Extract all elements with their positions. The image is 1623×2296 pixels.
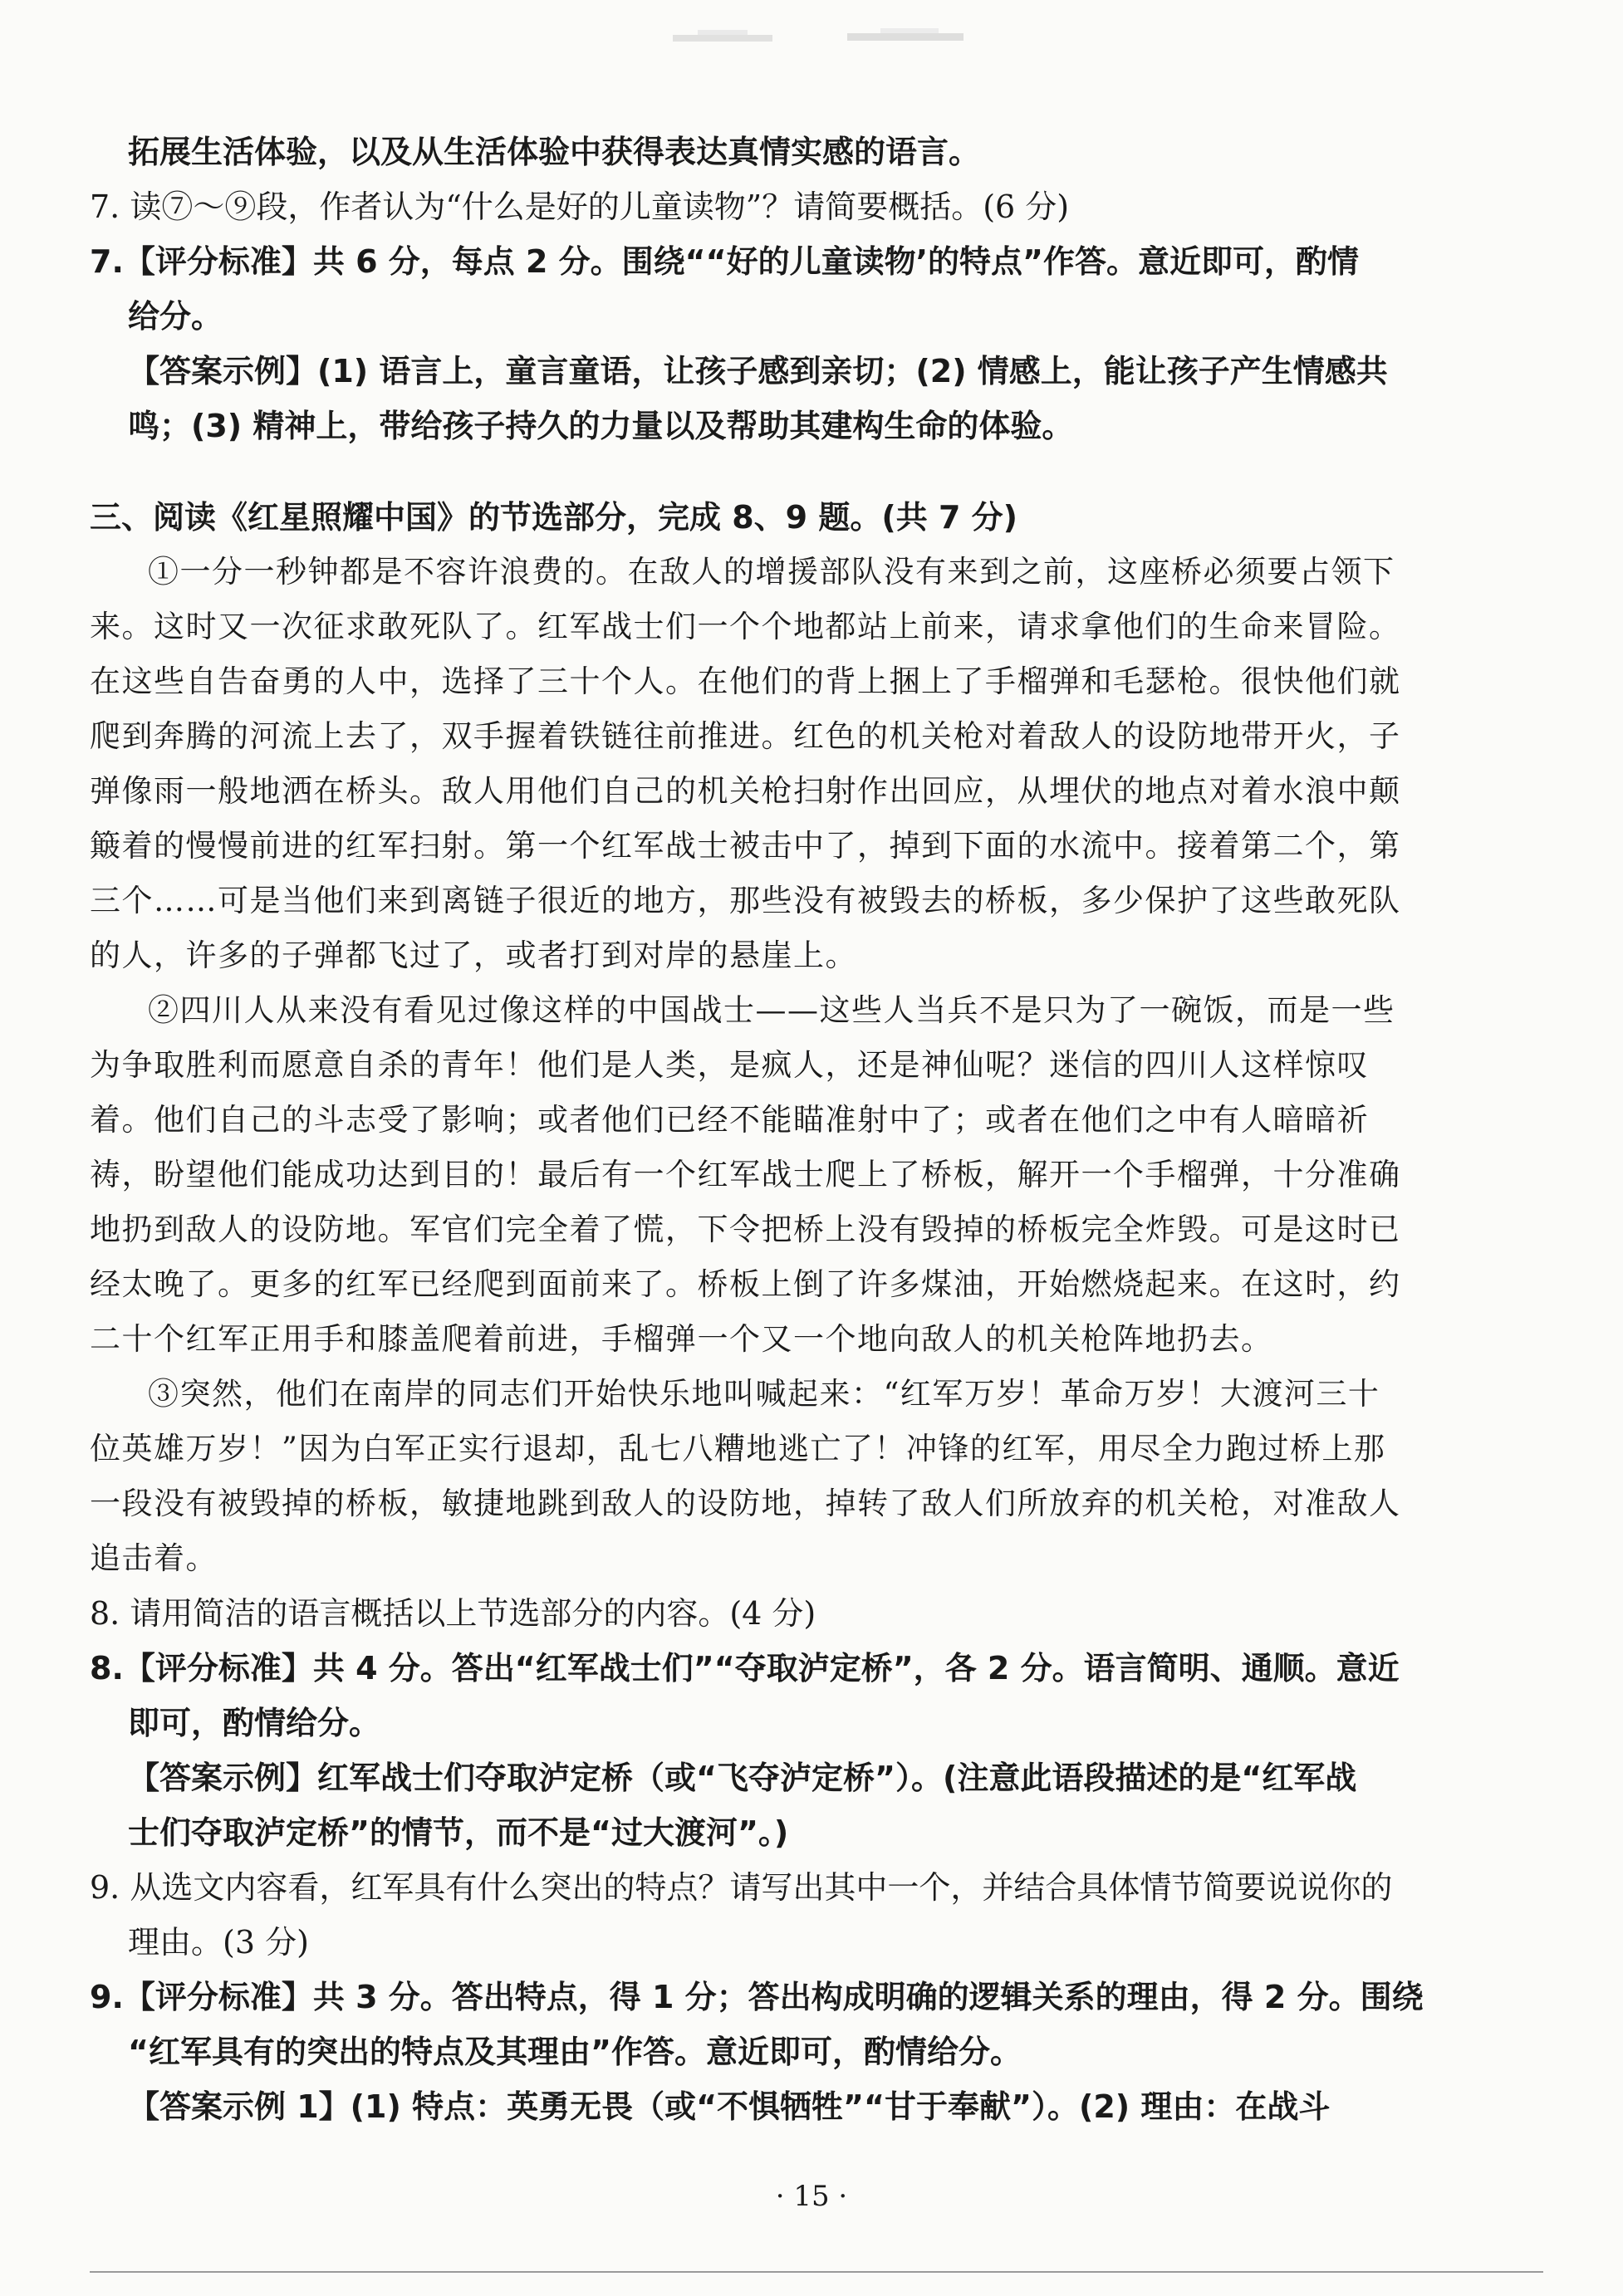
q8-answer-example-cont: 士们夺取泸定桥”的情节，而不是“过大渡河”。)	[128, 1814, 789, 1851]
passage-line: 祷，盼望他们能成功达到目的！最后有一个红军战士爬上了桥板，解开一个手榴弹，十分准确	[90, 1157, 1401, 1192]
passage-line: 一段没有被毁掉的桥板，敏捷地跳到敌人的设防地，掉转了敌人们所放弃的机关枪，对准敌人	[90, 1486, 1401, 1521]
document-page	[90, 125, 1485, 2134]
passage-line: 追击着。	[90, 1540, 218, 1576]
question-9: 9. 从选文内容看，红军具有什么突出的特点？请写出其中一个，并结合具体情节简要说说你的	[90, 1869, 1393, 1906]
passage-line: 在这些自告奋勇的人中，选择了三十个人。在他们的背上捆上了手榴弹和毛瑟枪。很快他们就	[90, 663, 1401, 699]
passage-line: 爬到奔腾的河流上去了，双手握着铁链往前推进。红色的机关枪对着敌人的设防地带开火，子	[90, 718, 1401, 754]
passage-line: 二十个红军正用手和膝盖爬着前进，手榴弹一个又一个地向敌人的机关枪阵地扔去。	[90, 1321, 1273, 1357]
q8-answer-example: 【答案示例】红军战士们夺取泸定桥（或“飞夺泸定桥”）。(注意此语段描述的是“红军战	[128, 1760, 1357, 1796]
passage-line: 地扔到敌人的设防地。军官们完全着了慌，下令把桥上没有毁掉的桥板完全炸毁。可是这时已	[90, 1212, 1401, 1247]
passage-line: ①一分一秒钟都是不容许浪费的。在敌人的增援部队没有来到之前，这座桥必须要占领下	[148, 554, 1395, 590]
q7-grading-standard-cont: 给分。	[128, 298, 223, 335]
q7-grading-standard: 7.【评分标准】共 6 分，每点 2 分。围绕““好的儿童读物’的特点”作答。意近即可，酌情	[90, 243, 1360, 280]
q7-answer-example-cont: 鸣；(3) 精神上，带给孩子持久的力量以及帮助其建构生命的体验。	[128, 408, 1074, 444]
passage-line: 经太晚了。更多的红军已经爬到面前来了。桥板上倒了许多煤油，开始燃烧起来。在这时，约	[90, 1266, 1401, 1302]
question-8: 8. 请用简洁的语言概括以上节选部分的内容。(4 分)	[90, 1595, 816, 1632]
intro-continuation: 拓展生活体验，以及从生活体验中获得表达真情实感的语言。	[128, 134, 981, 170]
passage-line: 位英雄万岁！”因为白军正实行退却，乱七八糟地逃亡了！冲锋的红军，用尽全力跑过桥上那	[90, 1431, 1386, 1466]
passage-line: 三个……可是当他们来到离链子很近的地方，那些没有被毁去的桥板，多少保护了这些敢死队	[90, 883, 1401, 918]
passage-line: 弹像雨一般地洒在桥头。敌人用他们自己的机关枪扫射作出回应，从埋伏的地点对着水浪中颠	[90, 773, 1401, 809]
question-7: 7. 读⑦～⑨段，作者认为“什么是好的儿童读物”？请简要概括。(6 分)	[90, 188, 1070, 225]
section-3-title: 三、阅读《红星照耀中国》的节选部分，完成 8、9 题。(共 7 分)	[90, 499, 1017, 536]
q8-grading-standard-cont: 即可，酌情给分。	[128, 1705, 381, 1741]
q7-answer-example: 【答案示例】(1) 语言上，童言童语，让孩子感到亲切；(2) 情感上，能让孩子产生情感共	[128, 353, 1388, 389]
passage-line: 簸着的慢慢前进的红军扫射。第一个红军战士被击中了，掉到下面的水流中。接着第二个，第	[90, 828, 1401, 864]
passage-line: 着。他们自己的斗志受了影响；或者他们已经不能瞄准射中了；或者在他们之中有人暗暗祈	[90, 1102, 1369, 1138]
q8-grading-standard: 8.【评分标准】共 4 分。答出“红军战士们”“夺取泸定桥”，各 2 分。语言简明、通顺。意近	[90, 1650, 1400, 1687]
passage-line: ②四川人从来没有看见过像这样的中国战士——这些人当兵不是只为了一碗饭，而是一些	[148, 992, 1395, 1028]
q9-grading-standard: 9.【评分标准】共 3 分。答出特点，得 1 分；答出构成明确的逻辑关系的理由，得 2 分。围绕	[90, 1979, 1424, 2015]
bottom-divider	[90, 2271, 1543, 2273]
passage-line: 为争取胜利而愿意自杀的青年！他们是人类，是疯人，还是神仙呢？迷信的四川人这样惊叹	[90, 1047, 1369, 1083]
q9-grading-standard-cont: “红军具有的突出的特点及其理由”作答。意近即可，酌情给分。	[128, 2034, 1022, 2070]
passage-line: 的人，许多的子弹都飞过了，或者打到对岸的悬崖上。	[90, 937, 857, 973]
page-number: · 15 ·	[775, 2180, 848, 2213]
scan-artifact-mark	[664, 22, 980, 56]
question-9-cont: 理由。(3 分)	[128, 1924, 309, 1961]
passage-line: 来。这时又一次征求敢死队了。红军战士们一个个地都站上前来，请求拿他们的生命来冒险。	[90, 609, 1401, 644]
passage-line: ③突然，他们在南岸的同志们开始快乐地叫喊起来：“红军万岁！革命万岁！大渡河三十	[148, 1376, 1380, 1412]
q9-answer-example-1: 【答案示例 1】(1) 特点：英勇无畏（或“不惧牺牲”“甘于奉献”）。(2) 理由：在战斗	[128, 2088, 1331, 2125]
